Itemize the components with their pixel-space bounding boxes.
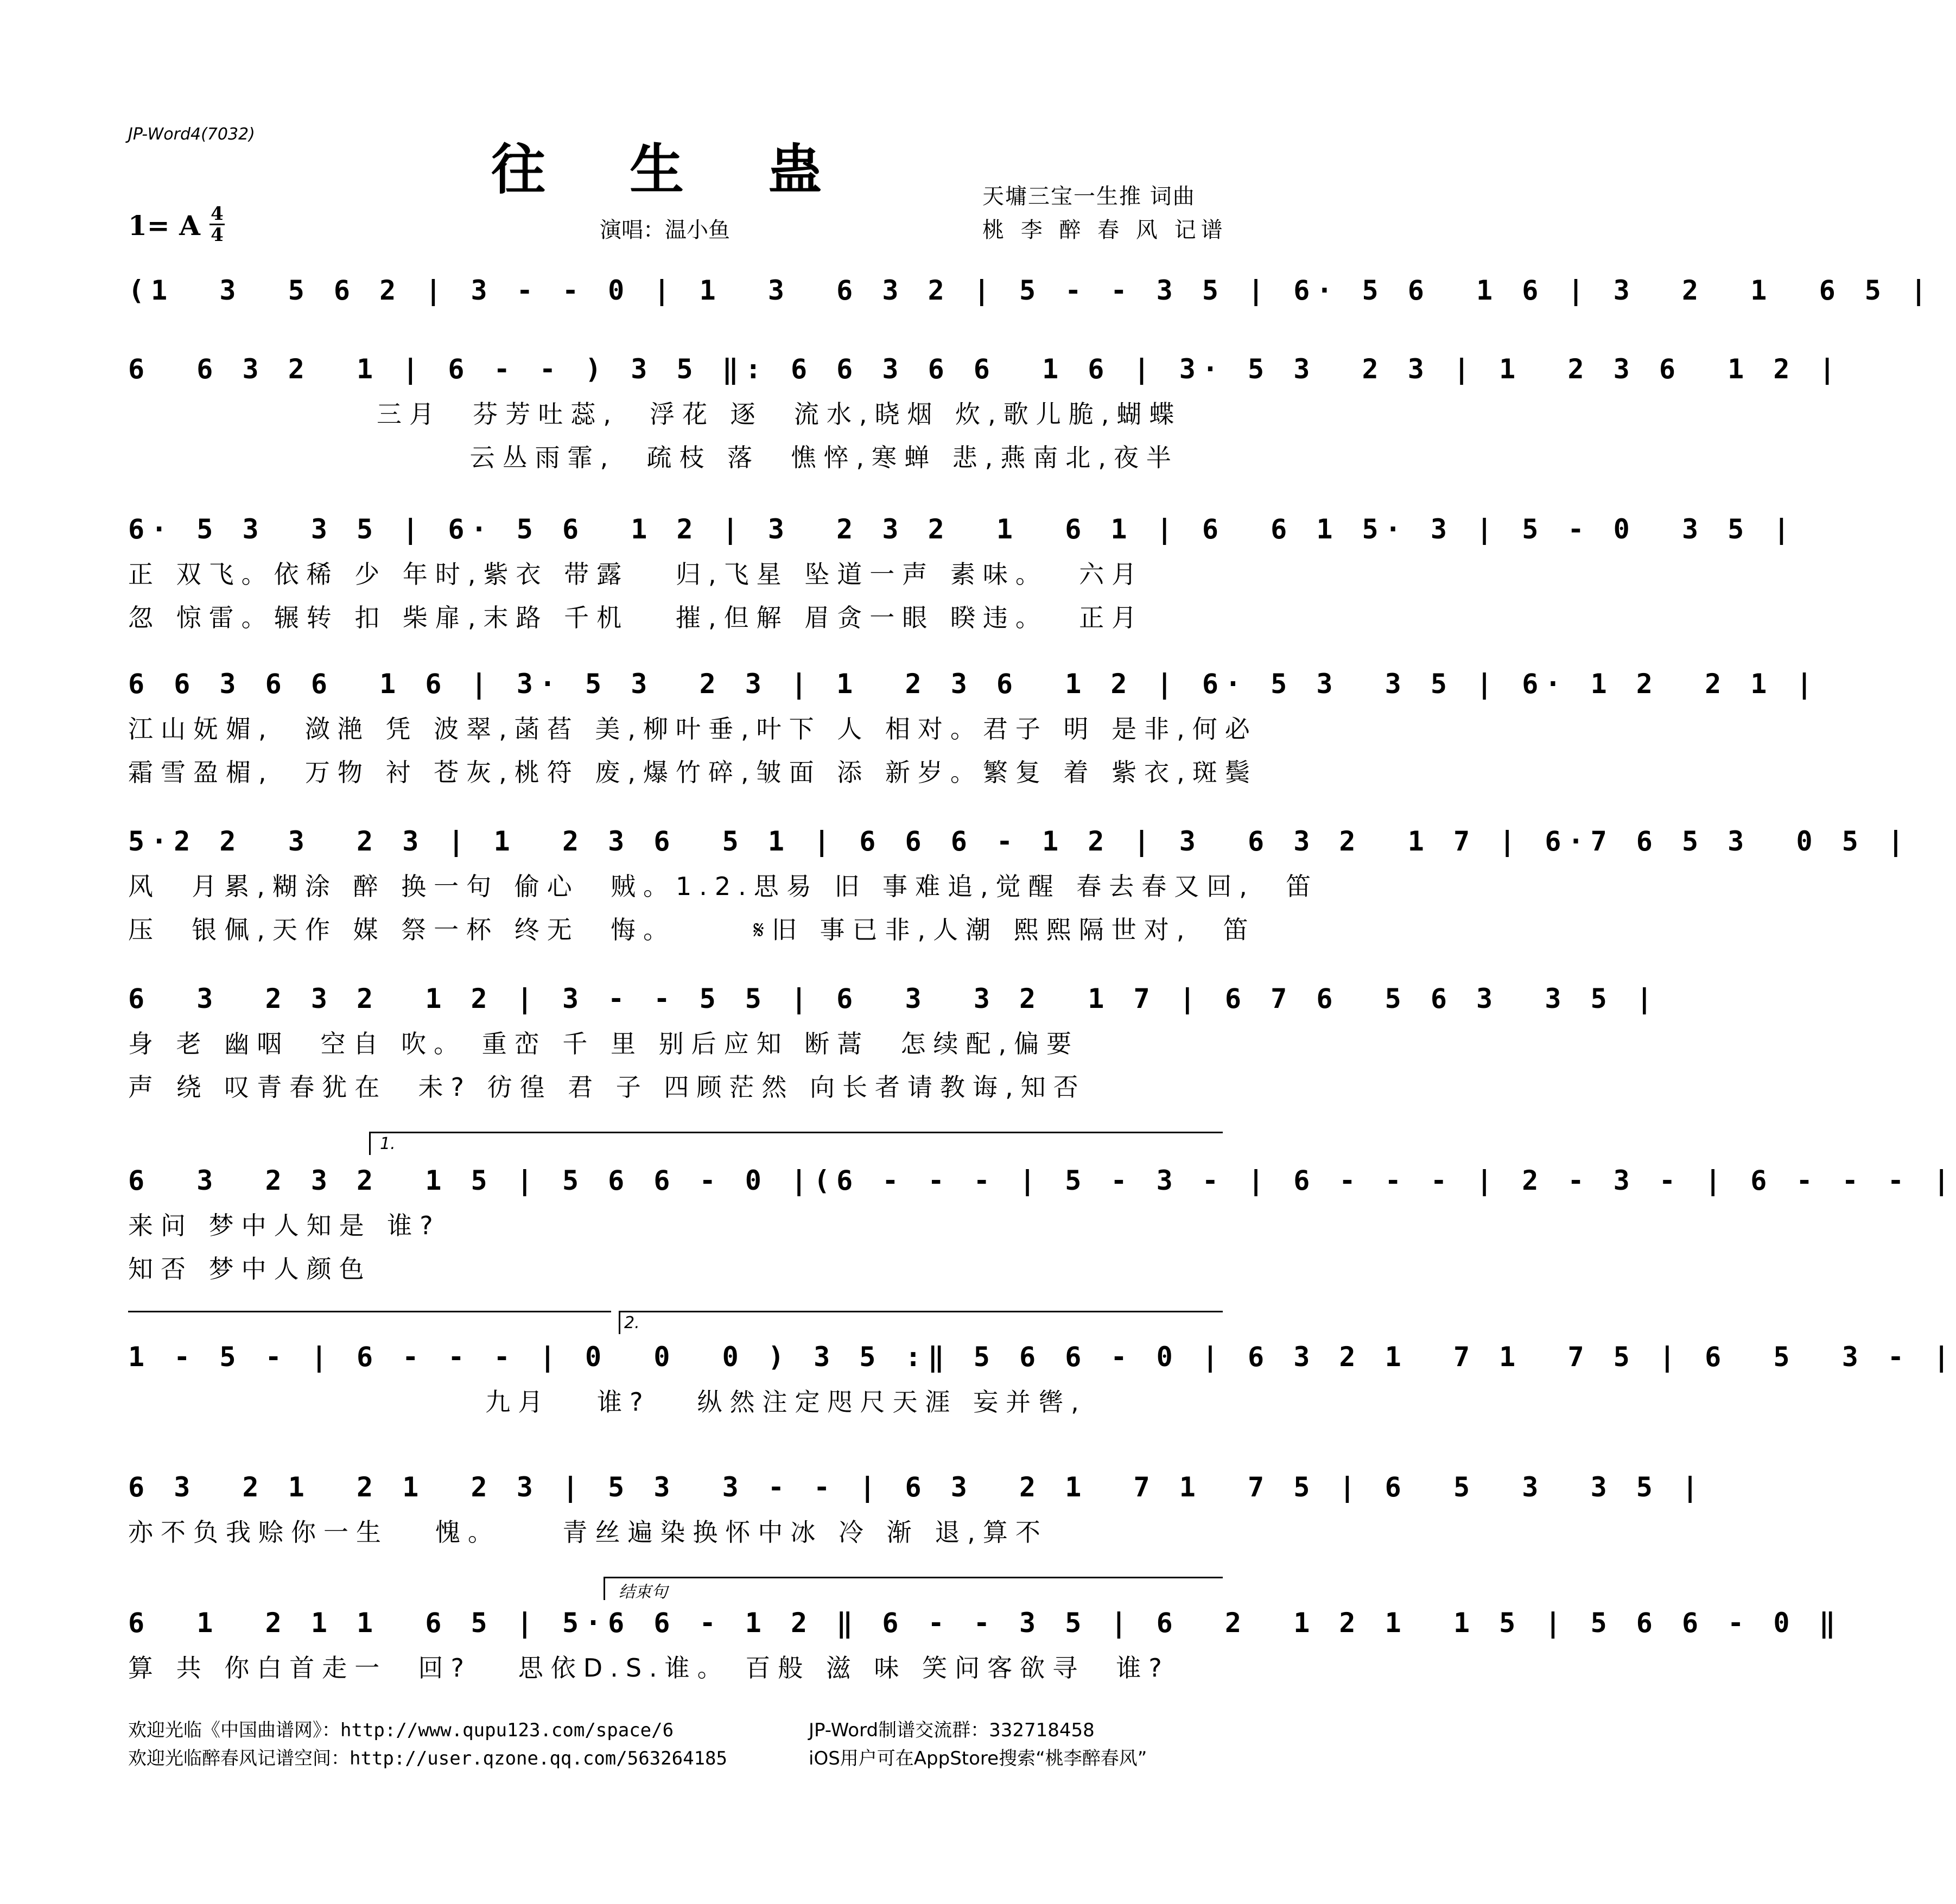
notes-line: 6 1 2 1 1 6 5 | 5·6 6 - 1 2 ‖ 6 - - 3 5 | 6 2 1 2 1 1 5 | 5 6 6 - 0 ‖ bbox=[128, 1607, 1842, 1639]
footer-link-qupu: 欢迎光临《中国曲谱网》：http://www.qupu123.com/space/6 bbox=[128, 1719, 674, 1741]
lyric-verse-2: 忽 惊雷。辗转 扣 柴扉,末路 千机 摧,但解 眉贪一眼 睽违。 正月 bbox=[128, 603, 1145, 632]
second-ending-bracket bbox=[619, 1311, 1223, 1334]
lyric-verse-1: 来问 梦中人知是 谁? bbox=[128, 1211, 441, 1240]
first-ending-bracket bbox=[369, 1132, 1223, 1155]
notes-line: 5·2 2 3 2 3 | 1 2 3 6 5 1 | 6 6 6 - 1 2 | 3 6 3 2 1 7 | 6·7 6 5 3 0 5 | bbox=[128, 826, 1910, 857]
footer-link-qzone: 欢迎光临醉春风记谱空间：http://user.qzone.qq.com/563264185 bbox=[128, 1748, 727, 1769]
lyric-verse-2: 霜雪盈楣, 万物 衬 苍灰,桃符 废,爆竹碎,皱面 添 新岁。繁复 着 紫衣,斑鬓 bbox=[128, 758, 1258, 787]
lyric-verse-2: 知否 梦中人颜色 bbox=[128, 1254, 372, 1284]
footer-appstore: iOS用户可在AppStore搜索“桃李醉春风” bbox=[809, 1748, 1147, 1769]
lyric-verse-1: 三月 芬芳吐蕊, 浮花 逐 流水,晓烟 炊,歌儿脆,蝴蝶 bbox=[128, 399, 1182, 429]
notes-line: 6 6 3 2 1 | 6 - - ) 3 5 ‖: 6 6 3 6 6 1 6 | 3· 5 3 2 3 | 1 2 3 6 1 2 | bbox=[128, 353, 1842, 385]
lyric-verse-1: 亦不负我赊你一生 愧。 青丝遍染换怀中冰 冷 渐 退,算不 bbox=[128, 1518, 1048, 1547]
notes-line: 6 3 2 3 2 1 5 | 5 6 6 - 0 |(6 - - - | 5 - 3 - | 6 - - - | 2 - 3 - | 6 - - - | bbox=[128, 1165, 1956, 1196]
key-signature: 1= A bbox=[128, 210, 200, 242]
lyric-verse-2: 声 绕 叹青春犹在 未? 彷徨 君 子 四顾茫然 向长者请教诲,知否 bbox=[128, 1072, 1086, 1102]
lyric-verse-1: 江山妩媚, 潋滟 凭 波翠,菡萏 美,柳叶垂,叶下 人 相对。君子 明 是非,何必 bbox=[128, 714, 1258, 744]
time-signature bbox=[209, 204, 225, 245]
page-title: 往 生 蛊 bbox=[491, 137, 855, 201]
ending-phrase-bracket bbox=[604, 1577, 1223, 1600]
notes-line: 6· 5 3 3 5 | 6· 5 6 1 2 | 3 2 3 2 1 6 1 | 6 6 1 5· 3 | 5 - 0 3 5 | bbox=[128, 513, 1796, 545]
first-ending-continuation bbox=[128, 1311, 611, 1312]
notes-line: 6 6 3 6 6 1 6 | 3· 5 3 2 3 | 1 2 3 6 1 2 | 6· 5 3 3 5 | 6· 1 2 2 1 | bbox=[128, 668, 1819, 700]
notes-line: 1 - 5 - | 6 - - - | 0 0 0 ) 3 5 :‖ 5 6 6 - 0 | 6 3 2 1 7 1 7 5 | 6 5 3 - | bbox=[128, 1341, 1956, 1373]
notes-line: 6 3 2 3 2 1 2 | 3 - - 5 5 | 6 3 3 2 1 7 | 6 7 6 5 6 3 3 5 | bbox=[128, 983, 1659, 1014]
lyric-verse-1: 风 月累,糊涂 醉 换一句 偷心 贼。1.2.思易 旧 事难追,觉醒 春去春又回, 笛 bbox=[128, 872, 1319, 901]
second-ending-label: 2. bbox=[624, 1313, 640, 1332]
first-ending-label: 1. bbox=[380, 1134, 396, 1153]
meter-top: 4 bbox=[211, 203, 224, 225]
notes-line: 6 3 2 1 2 1 2 3 | 5 3 3 - - | 6 3 2 1 7 1 7 5 | 6 5 3 3 5 | bbox=[128, 1471, 1705, 1503]
notes-line: (1 3 5 6 2 | 3 - - 0 | 1 3 6 3 2 | 5 - - 3 5 | 6· 5 6 1 6 | 3 2 1 6 5 | bbox=[128, 275, 1934, 306]
lyric-verse-2: 云丛雨霏, 疏枝 落 憔悴,寒蝉 悲,燕南北,夜半 bbox=[128, 443, 1179, 472]
lyric-verse-1: 九月 谁? 纵然注定咫尺天涯 妄并辔, bbox=[128, 1387, 1087, 1417]
footer-group: JP-Word制谱交流群：332718458 bbox=[809, 1719, 1095, 1741]
transcriber-credit: 桃 李 醉 春 风 记谱 bbox=[982, 218, 1228, 243]
lyric-verse-1: 身 老 幽咽 空自 吹。 重峦 千 里 别后应知 断蒿 怎续配,偏要 bbox=[128, 1029, 1079, 1058]
lyric-verse-2: 压 银佩,天作 媒 祭一杯 终无 悔。 𝄋旧 事已非,人潮 熙熙隔世对, 笛 bbox=[128, 915, 1256, 944]
software-label: JP-Word4(7032) bbox=[128, 125, 255, 144]
lyric-verse-1: 算 共 你白首走一 回? 思依D.S.谁。 百般 滋 味 笑问客欲寻 谁? bbox=[128, 1653, 1170, 1683]
ending-phrase-label: 结束句 bbox=[619, 1583, 668, 1602]
meter-bottom: 4 bbox=[211, 224, 224, 246]
lyric-verse-1: 正 双飞。依稀 少 年时,紫衣 带露 归,飞星 坠道一声 素味。 六月 bbox=[128, 560, 1145, 589]
lyricist-credit: 天墉三宝一生推 词曲 bbox=[982, 184, 1196, 209]
singer-credit: 演唱：温小鱼 bbox=[600, 218, 730, 243]
